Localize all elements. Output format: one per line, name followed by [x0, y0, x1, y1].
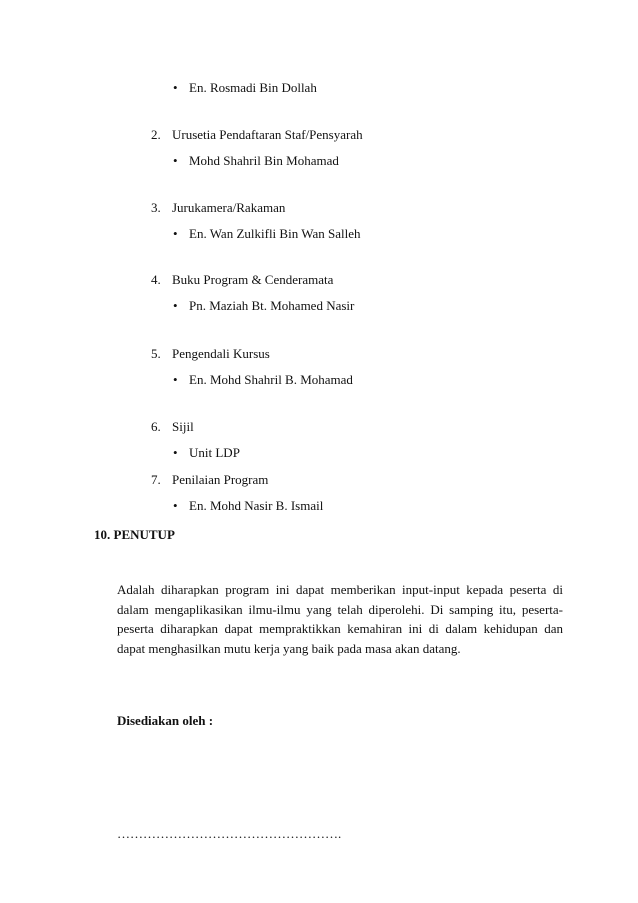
section-heading: 10. PENUTUP: [94, 527, 175, 542]
list-title: Buku Program & Cenderamata: [172, 272, 334, 287]
person-name: Pn. Maziah Bt. Mohamed Nasir: [189, 298, 355, 313]
bullet-icon: •: [173, 226, 178, 241]
signature-line: …………………………………………….: [117, 826, 342, 841]
person-name: Mohd Shahril Bin Mohamad: [189, 153, 339, 168]
bullet-icon: •: [173, 80, 178, 95]
list-title: Urusetia Pendaftaran Staf/Pensyarah: [172, 127, 363, 142]
person-name: Unit LDP: [189, 445, 240, 460]
bullet-icon: •: [173, 372, 178, 387]
list-title: Pengendali Kursus: [172, 346, 270, 361]
list-title: Sijil: [172, 419, 194, 434]
list-number: 4.: [151, 272, 161, 287]
closing-paragraph: Adalah diharapkan program ini dapat memberikan input-input kepada peserta di dalam mengaplikasikan ilmu-ilmu yang telah diperolehi. Di samping itu, peserta-peserta diharapkan dapat mempraktikkan kemahiran ini di dalam kehidupan dan dapat menghasilkan mutu kerja yang baik pada masa akan datang.: [117, 582, 563, 656]
bullet-icon: •: [173, 498, 178, 513]
list-number: 2.: [151, 127, 161, 142]
list-number: 6.: [151, 419, 161, 434]
list-title: Penilaian Program: [172, 472, 269, 487]
bullet-icon: •: [173, 298, 178, 313]
list-title: Jurukamera/Rakaman: [172, 200, 286, 215]
list-number: 3.: [151, 200, 161, 215]
person-name: En. Rosmadi Bin Dollah: [189, 80, 317, 95]
bullet-icon: •: [173, 153, 178, 168]
person-name: En. Mohd Nasir B. Ismail: [189, 498, 324, 513]
prepared-by-label: Disediakan oleh :: [117, 713, 214, 728]
person-name: En. Wan Zulkifli Bin Wan Salleh: [189, 226, 361, 241]
list-number: 5.: [151, 346, 161, 361]
person-name: En. Mohd Shahril B. Mohamad: [189, 372, 353, 387]
list-number: 7.: [151, 472, 161, 487]
bullet-icon: •: [173, 445, 178, 460]
